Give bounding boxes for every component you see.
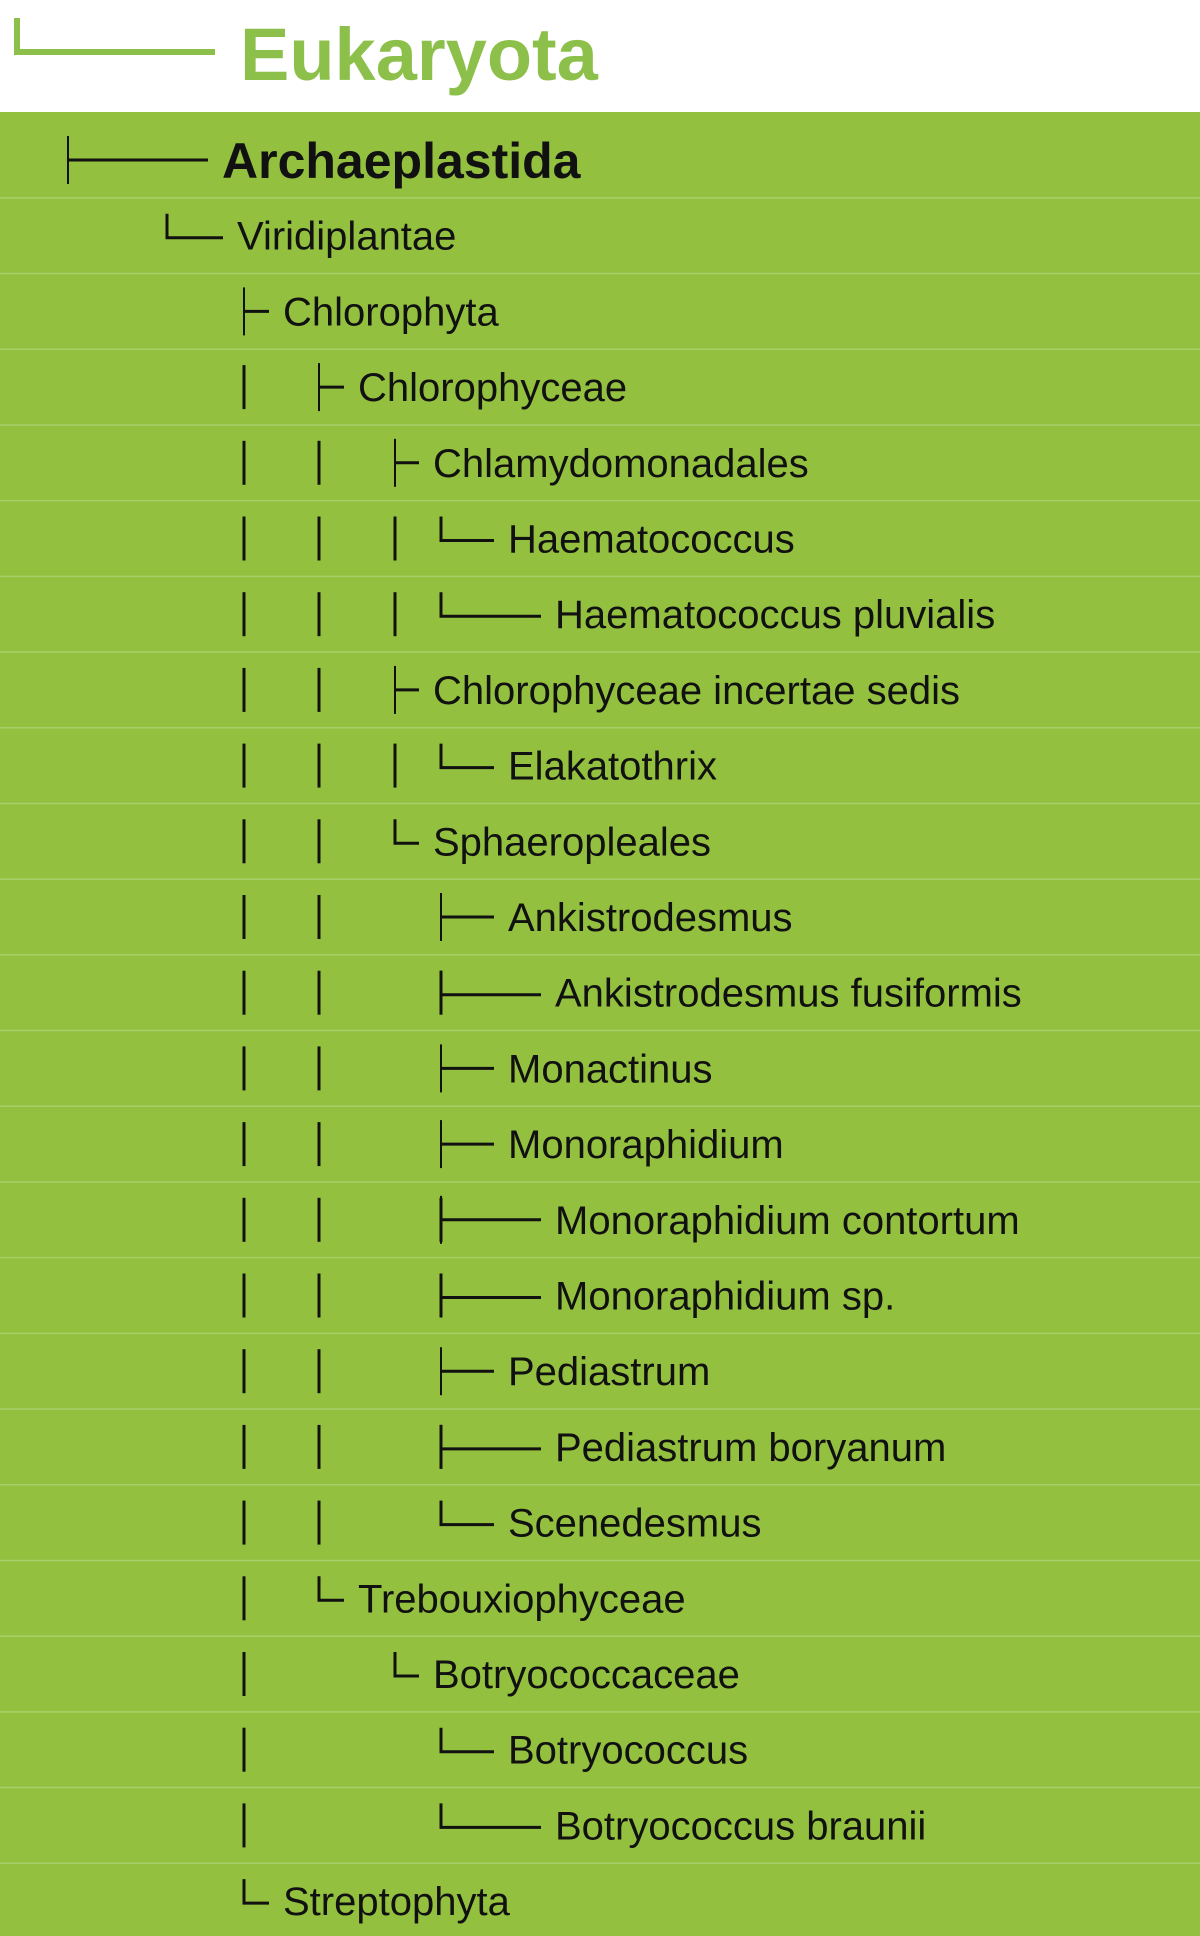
node-label-monoraphidium: Monoraphidium [508,1123,784,1168]
root-label: Eukaryota [240,13,598,96]
node-label-monoraphidium-sp: Monoraphidium sp. [555,1274,896,1319]
node-label-botryococcus-braunii: Botryococcus braunii [555,1804,927,1849]
node-label-haematococcus-pluvialis: Haematococcus pluvialis [555,593,996,638]
node-label-haematococcus: Haematococcus [508,517,795,562]
node-label-chlamydomonadales: Chlamydomonadales [433,441,809,486]
node-label-chlorophyta: Chlorophyta [283,290,499,335]
node-label-pediastrum: Pediastrum [508,1350,711,1395]
header-background [0,0,1200,112]
node-label-monoraphidium-contortum: Monoraphidium contortum [555,1198,1020,1243]
node-label-botryococcaceae: Botryococcaceae [433,1653,740,1697]
node-label-chlorophyceae-incertae-sedis: Chlorophyceae incertae sedis [433,668,960,713]
node-label-monactinus: Monactinus [508,1047,713,1092]
node-label-ankistrodesmus: Ankistrodesmus [508,896,793,940]
node-label-scenedesmus: Scenedesmus [508,1501,762,1546]
node-label-trebouxiophyceae: Trebouxiophyceae [358,1577,686,1622]
node-label-archaeplastida: Archaeplastida [222,133,581,189]
node-label-elakatothrix: Elakatothrix [508,744,717,789]
node-label-pediastrum-boryanum: Pediastrum boryanum [555,1425,947,1470]
node-label-sphaeropleales: Sphaeropleales [433,820,711,865]
node-label-viridiplantae: Viridiplantae [237,214,457,259]
node-label-ankistrodesmus-fusiformis: Ankistrodesmus fusiformis [555,971,1022,1016]
node-label-streptophyta: Streptophyta [283,1880,510,1925]
node-label-chlorophyceae: Chlorophyceae [358,366,628,411]
node-label-botryococcus: Botryococcus [508,1728,749,1773]
